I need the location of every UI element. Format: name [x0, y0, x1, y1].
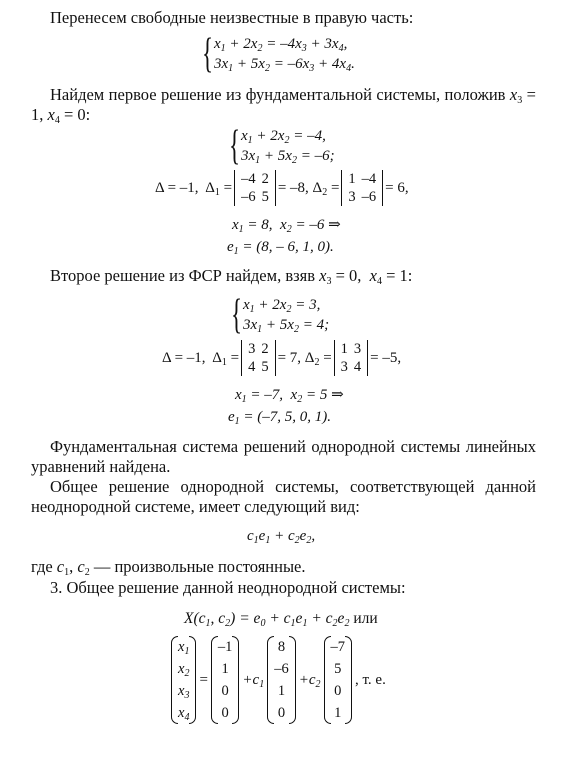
- determinants-2: Δ = –1, $\Delta_1$ = 3 2 4 5 = 7, $\Delta_2$ = 1 3 3 4 = –5,: [162, 341, 402, 375]
- value-delta2: = 6,: [385, 179, 409, 196]
- text-step3: 3. Общее решение данной неоднородной системы:: [50, 578, 406, 597]
- vector-e2: $e_1 = (-7$, 5, 0, 1).: [228, 409, 332, 427]
- paragraph-first-solution: Найдем первое решение из фундаментальной системы, положив $x_3 = 1$, $x_4 = 0$:: [31, 85, 536, 126]
- colon: :: [85, 105, 91, 124]
- vector-e2-col: –7 5 0 1: [324, 636, 353, 724]
- paragraph-fundamental: [31, 437, 536, 477]
- value-delta1: = –8,: [277, 179, 309, 196]
- text-ie: , т. е.: [355, 671, 386, 688]
- determinants-1: Δ = –1, $\Delta_1$ = –4 2 –6 5 = –8, $\Delta_2$ = 1 –4 3 –6 = 6,: [155, 171, 409, 205]
- det-delta1-b: 3 2 4 5: [241, 340, 276, 376]
- vector-e1-col: 8 –6 1 0: [267, 636, 296, 724]
- text-fundamental: Фундаментальная система решений однородной системы линейных уравнений найдена.: [31, 437, 536, 476]
- vector-equation: $x_1$ $x_2$ $x_3$ $x_4$ = –1 1 0 0 $+c_1$ 8 –6 1 0 $+c_2$ –7 5 0 1 , т. е.: [168, 636, 386, 724]
- text-general: Общее решение однородной системы, соответствующей данной неоднородной системе, имеет следующий вид:: [31, 477, 536, 516]
- text-transfer: Перенесем свободные неизвестные в правую часть:: [50, 8, 414, 27]
- det-delta2-a: 1 –4 3 –6: [341, 170, 383, 206]
- det-delta2-b: 1 3 3 4: [334, 340, 369, 376]
- paragraph-general: [31, 477, 536, 517]
- system-3: { $x_1 + 2x_2 = 3$, $3x_1 + 5x_2 = 4$;: [231, 292, 330, 338]
- system-1: { $x_1 + 2x_2 = -4x_3 + 3x_4$, $3x_1 + 5x_2 = -6x_3 + 4x_4$.: [202, 31, 355, 77]
- value-delta2-b: = –5,: [370, 349, 402, 366]
- text-second-solution: Второе решение из ФСР найдем, взяв: [50, 266, 316, 285]
- value-delta1-b: = 7,: [277, 349, 302, 366]
- vector-e0: –1 1 0 0: [211, 636, 240, 724]
- text-or: или: [353, 610, 378, 627]
- vector-e1: $e_1 = (8$, – 6, 1, 0).: [227, 239, 334, 257]
- vector-x: $x_1$ $x_2$ $x_3$ $x_4$: [171, 636, 196, 724]
- formula-c1e1-c2e2: $c_1e_1 + c_2e_2$,: [247, 528, 316, 546]
- paragraph-step3: [31, 578, 536, 598]
- det-delta1-a: –4 2 –6 5: [234, 170, 276, 206]
- solution-1: $x_1 = 8$, $x_2 = -6$ ⇒: [232, 217, 341, 235]
- text-constants: — произвольные постоянные.: [93, 557, 306, 576]
- system-2: { $x_1 + 2x_2 = -4$, $3x_1 + 5x_2 = -6$;: [229, 123, 335, 169]
- text-first-solution: Найдем первое решение из фундаментальной системы, положив: [50, 85, 506, 104]
- text-where: где: [31, 557, 53, 576]
- paragraph-constants: где $c_1$, $c_2$ — произвольные постоянные.: [31, 557, 306, 578]
- solution-2: $x_1 = -7$, $x_2 = 5$ ⇒: [235, 387, 344, 405]
- paragraph-transfer: [31, 8, 536, 28]
- formula-general-solution: $X(c_1$, $c_2) = e_0 + c_1e_1 + c_2e_2$ или: [184, 610, 378, 629]
- paragraph-second-solution: Второе решение из ФСР найдем, взяв $x_3 = 0$, $x_4 = 1$:: [50, 266, 413, 287]
